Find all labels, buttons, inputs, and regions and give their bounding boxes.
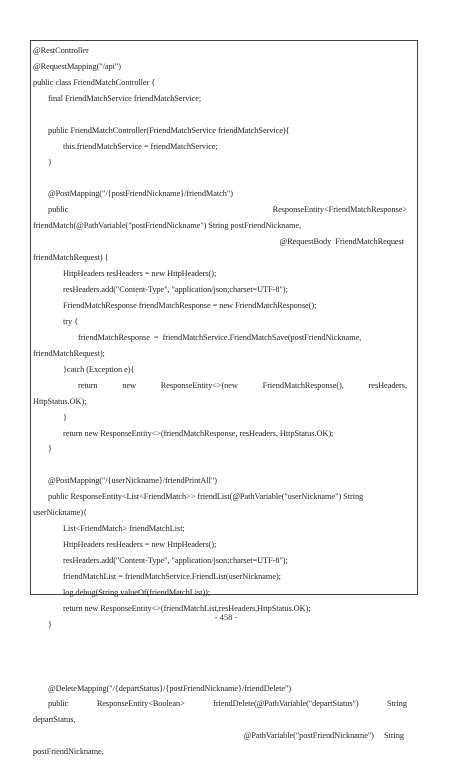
code-line: public ResponseEntity<List<FriendMatch>> friendList(@PathVariable("userNickname") String	[48, 492, 364, 502]
code-line: final FriendMatchService friendMatchService;	[48, 93, 202, 103]
code-line: }catch (Exception e){	[63, 364, 135, 374]
code-token: new	[122, 380, 136, 390]
code-token: resHeaders,	[368, 380, 407, 390]
code-line: public FriendMatchController(FriendMatchService friendMatchService){	[48, 125, 290, 135]
code-line: }	[63, 412, 67, 422]
code-line: return new ResponseEntity<>(friendMatchList,resHeaders,HttpStatus.OK);	[63, 603, 311, 613]
code-line: return new ResponseEntity<>(friendMatchResponse, resHeaders, HttpStatus.OK);	[63, 428, 334, 438]
code-line: @PathVariable("postFriendNickname") String	[243, 731, 404, 741]
code-line: friendMatchResponse = friendMatchService.FriendMatchSave(postFriendNickname,	[78, 332, 362, 342]
code-token: FriendMatchResponse(),	[262, 380, 344, 390]
code-line	[33, 202, 407, 218]
code-line: public class FriendMatchController {	[33, 77, 156, 87]
code-line: this.friendMatchService = friendMatchService;	[63, 141, 218, 151]
code-line: friendMatchRequest) {	[33, 253, 109, 263]
code-line: HttpHeaders resHeaders = new HttpHeaders();	[63, 269, 217, 279]
code-token: return	[78, 380, 98, 390]
code-line: resHeaders.add("Content-Type", "application/json;charset=UTF-8");	[63, 556, 288, 565]
code-token: ResponseEntity<Boolean>	[96, 699, 185, 709]
code-token: ResponseEntity<FriendMatchResponse>	[272, 205, 407, 215]
blank-line	[33, 457, 407, 473]
code-listing	[33, 43, 407, 760]
code-line: }	[48, 619, 52, 629]
code-line: departStatus,	[33, 715, 76, 725]
code-line: friendMatch(@PathVariable("postFriendNickname") String postFriendNickname,	[33, 221, 302, 231]
code-line: @RequestBody FriendMatchRequest	[279, 237, 404, 247]
blank-line	[33, 665, 407, 681]
code-line: userNickname){	[33, 508, 87, 518]
code-line: HttpStatus.OK);	[33, 396, 87, 406]
code-line: friendMatchRequest);	[33, 348, 105, 358]
blank-line	[33, 107, 407, 123]
code-token: public	[48, 699, 69, 709]
code-line: postFriendNickname,	[33, 747, 104, 757]
code-line: resHeaders.add("Content-Type", "application/json;charset=UTF-8");	[63, 285, 288, 295]
code-line: HttpHeaders resHeaders = new HttpHeaders();	[63, 540, 217, 550]
code-line	[33, 378, 407, 394]
code-line: List<FriendMatch> friendMatchList;	[63, 524, 185, 534]
code-line: @PostMapping("/{userNickname}/friendPrintAll")	[48, 476, 217, 486]
code-line: }	[48, 444, 52, 454]
code-token: friendDelete(@PathVariable("departStatus")	[213, 699, 359, 709]
code-token: ResponseEntity<>(new	[160, 380, 238, 390]
blank-line	[33, 171, 407, 187]
code-line: @PostMapping("/{postFriendNickname}/friendMatch")	[48, 189, 233, 199]
code-line: log.debug(String.valueOf(friendMatchList));	[63, 587, 211, 597]
code-line: @RequestMapping("/api")	[33, 61, 121, 71]
code-token: String	[386, 699, 407, 709]
code-line: @DeleteMapping("/{departStatus}/{postFriendNickname}/friendDelete")	[48, 683, 292, 693]
blank-line	[33, 633, 407, 649]
code-line	[33, 696, 407, 712]
code-line: @RestController	[33, 46, 89, 55]
code-line: FriendMatchResponse friendMatchResponse = new FriendMatchResponse();	[63, 301, 317, 310]
code-token: public	[48, 205, 69, 215]
blank-line	[33, 649, 407, 665]
code-line: try {	[63, 316, 79, 326]
code-line: friendMatchList = friendMatchService.FriendList(userNickname);	[63, 571, 281, 581]
code-line: }	[48, 157, 52, 167]
page-number: - 458 -	[214, 612, 238, 622]
